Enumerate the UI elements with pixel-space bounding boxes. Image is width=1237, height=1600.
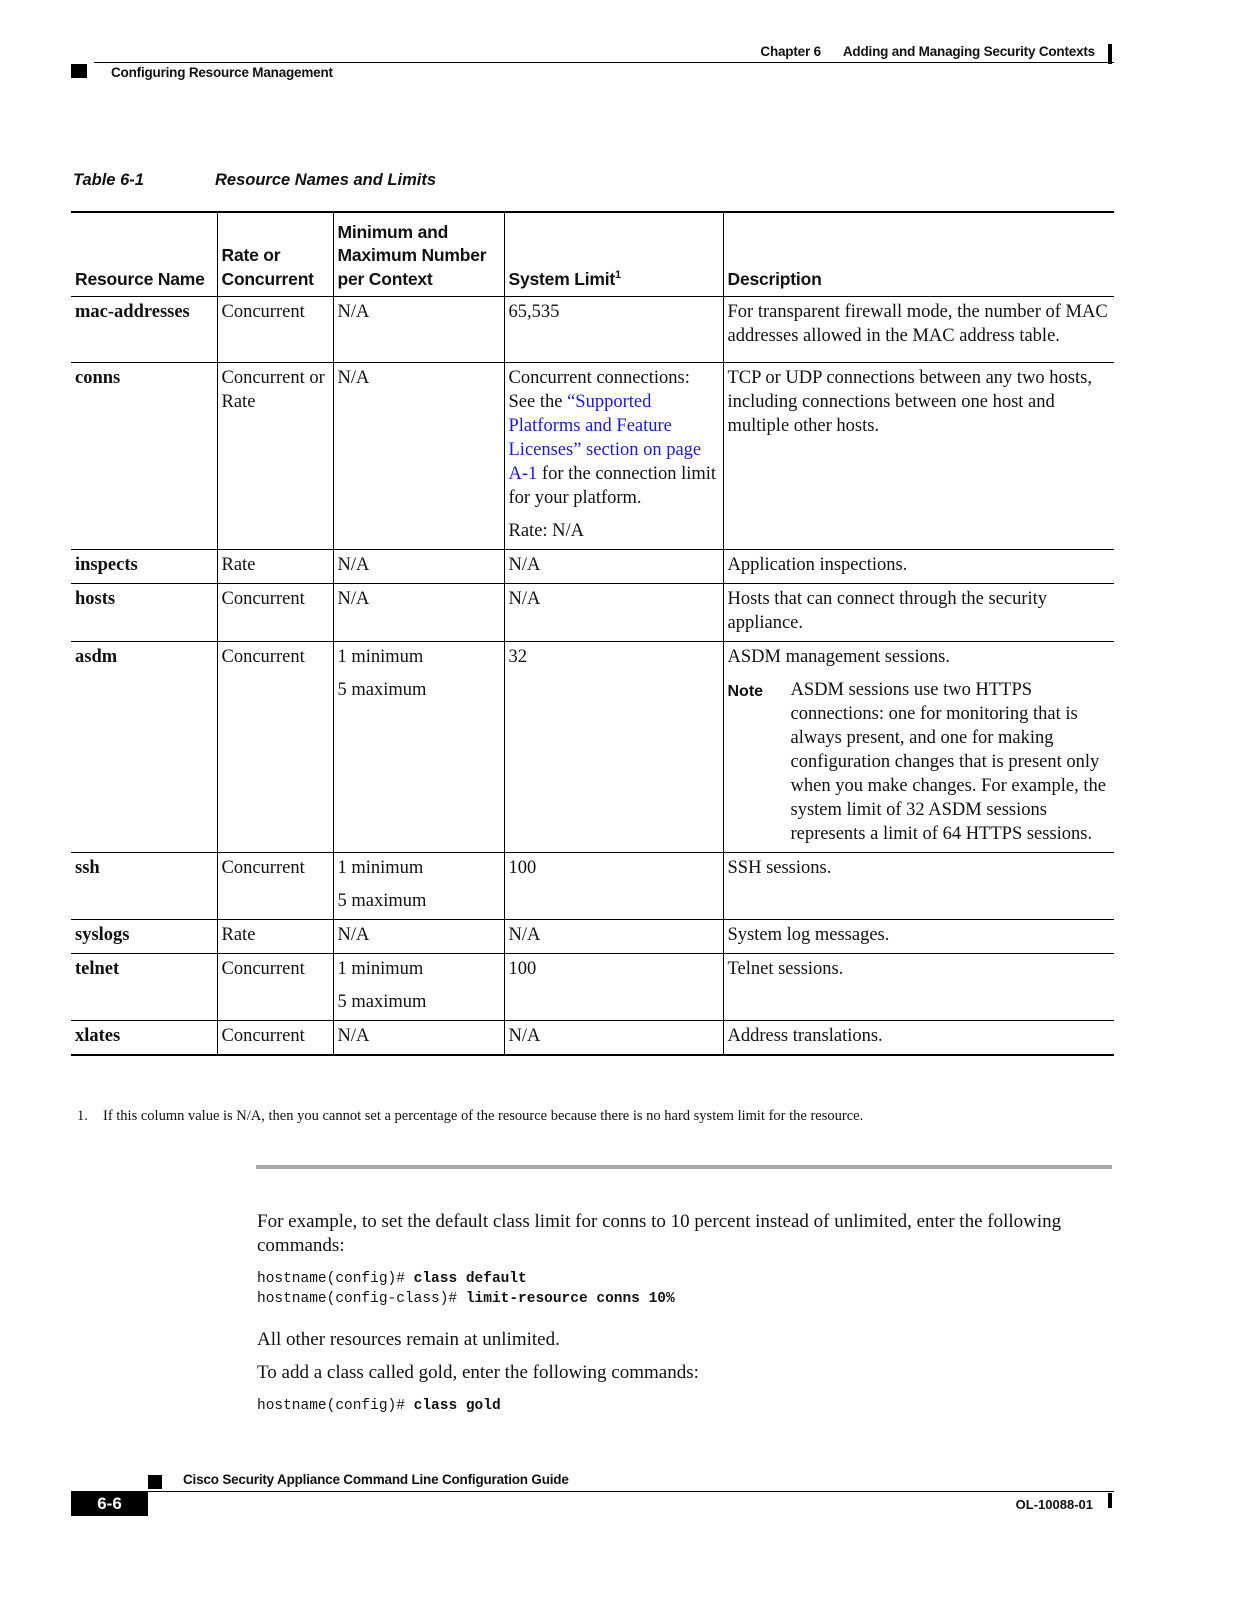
footnote-marker: 1 xyxy=(615,268,621,281)
running-header-section: Configuring Resource Management xyxy=(111,65,333,80)
column-header-min-max: Minimum and Maximum Number per Context xyxy=(333,212,504,297)
cell-resource-name: asdm xyxy=(71,642,217,853)
note-text: ASDM sessions use two HTTPS connections: one for monitoring that is always present, and one for making configuration changes that is present only when you make changes. For example, the system limit of 32 ASDM sessions represents a limit of 64 HTTPS sessions. xyxy=(790,680,1106,844)
cell-description: Address translations. xyxy=(723,1021,1114,1056)
cell-min-max: N/A xyxy=(333,550,504,584)
body-paragraph: All other resources remain at unlimited. xyxy=(257,1329,560,1350)
max-value: 5 maximum xyxy=(337,680,427,700)
table-title: Resource Names and Limits xyxy=(215,171,436,189)
note-label: Note xyxy=(727,683,764,700)
min-value: 1 minimum xyxy=(337,858,424,878)
cell-rate: Concurrent or Rate xyxy=(217,363,333,550)
cell-min-max xyxy=(333,642,504,853)
cell-system-limit: N/A xyxy=(504,584,723,642)
cell-rate: Rate xyxy=(217,550,333,584)
cell-resource-name: conns xyxy=(71,363,217,550)
table-caption xyxy=(73,171,436,190)
cell-rate: Rate xyxy=(217,920,333,954)
cli-command: class gold xyxy=(413,1398,501,1414)
cell-resource-name: syslogs xyxy=(71,920,217,954)
footnote-number: 1. xyxy=(77,1108,88,1124)
min-value: 1 minimum xyxy=(337,959,424,979)
cell-min-max xyxy=(333,853,504,920)
chapter-number: Chapter 6 xyxy=(760,44,821,59)
cli-prompt: hostname(config)# xyxy=(257,1398,414,1414)
cell-description: Telnet sessions. xyxy=(723,954,1114,1021)
table-row xyxy=(71,853,1114,920)
page-number: 6-6 xyxy=(71,1491,148,1516)
table-row xyxy=(71,363,1114,550)
footer-rule xyxy=(148,1491,1114,1492)
column-header-system-limit: System Limit$^1$ xyxy=(504,212,723,297)
cell-system-limit: N/A xyxy=(504,550,723,584)
body-paragraph: To add a class called gold, enter the following commands: xyxy=(257,1362,699,1383)
max-value: 5 maximum xyxy=(337,891,427,911)
cell-resource-name: hosts xyxy=(71,584,217,642)
cell-resource-name: inspects xyxy=(71,550,217,584)
cell-description: For transparent firewall mode, the number of MAC addresses allowed in the MAC address table. xyxy=(723,297,1114,363)
cell-description: System log messages. xyxy=(723,920,1114,954)
footer-guide-title: Cisco Security Appliance Command Line Configuration Guide xyxy=(183,1472,569,1487)
table-row xyxy=(71,954,1114,1021)
chapter-title: Adding and Managing Security Contexts xyxy=(842,44,1095,59)
cell-description: SSH sessions. xyxy=(723,853,1114,920)
cell-system-limit: N/A xyxy=(504,1021,723,1056)
cell-system-limit: N/A xyxy=(504,920,723,954)
cli-command: class default xyxy=(413,1271,527,1287)
cell-description: Application inspections. xyxy=(723,550,1114,584)
table-row xyxy=(71,1021,1114,1056)
table-row xyxy=(71,642,1114,853)
table-row xyxy=(71,920,1114,954)
cell-system-limit: Concurrent connections: See the “Supported Platforms and Feature Licenses” section on page A-1 for the connection limit for your platform. Rate: N/A xyxy=(504,363,723,550)
cell-min-max: N/A xyxy=(333,584,504,642)
running-header-chapter xyxy=(760,44,1095,59)
cell-rate: Concurrent xyxy=(217,584,333,642)
cell-system-limit: 100 xyxy=(504,853,723,920)
footer-marker-square xyxy=(148,1475,162,1489)
cell-resource-name: telnet xyxy=(71,954,217,1021)
cell-description: Hosts that can connect through the security appliance. xyxy=(723,584,1114,642)
min-value: 1 minimum xyxy=(337,647,424,667)
column-header-resource-name: Resource Name xyxy=(71,212,217,297)
footer-edge-bar xyxy=(1108,1493,1112,1508)
note-block xyxy=(728,678,1111,846)
cell-system-limit: 65,535 xyxy=(504,297,723,363)
cli-prompt: hostname(config-class)# xyxy=(257,1291,466,1307)
table-row xyxy=(71,297,1114,363)
cell-rate: Concurrent xyxy=(217,642,333,853)
cell-resource-name: ssh xyxy=(71,853,217,920)
header-edge-bar xyxy=(1108,44,1112,64)
cross-reference-link[interactable]: “Supported Platforms and Feature Licenses” section on page A-1 xyxy=(508,392,702,484)
cell-rate: Concurrent xyxy=(217,297,333,363)
footnote-text: If this column value is N/A, then you cannot set a percentage of the resource because there is no hard system limit for the resource. xyxy=(103,1108,864,1124)
rate-limit-value: Rate: N/A xyxy=(508,521,585,541)
body-paragraph: For example, to set the default class limit for conns to 10 percent instead of unlimited, enter the following commands: xyxy=(257,1211,1062,1256)
cell-min-max: N/A xyxy=(333,920,504,954)
cell-resource-name: xlates xyxy=(71,1021,217,1056)
resource-limits-table xyxy=(71,211,1114,1056)
cell-min-max: N/A xyxy=(333,363,504,550)
cell-rate: Concurrent xyxy=(217,1021,333,1056)
table-header-row xyxy=(71,212,1114,297)
cell-min-max: N/A xyxy=(333,1021,504,1056)
cell-resource-name: mac-addresses xyxy=(71,297,217,363)
cell-rate: Concurrent xyxy=(217,853,333,920)
cell-rate: Concurrent xyxy=(217,954,333,1021)
cli-command: limit-resource conns 10% xyxy=(465,1291,675,1307)
document-number: OL-10088-01 xyxy=(1015,1497,1093,1512)
cell-min-max: N/A xyxy=(333,297,504,363)
column-header-description: Description xyxy=(723,212,1114,297)
section-divider xyxy=(256,1165,1112,1169)
column-header-rate: Rate or Concurrent xyxy=(217,212,333,297)
cell-description: ASDM management sessions. Note ASDM sessions use two HTTPS connections: one for monitoring that is always present, and one for making configuration changes that is present only when you make changes. For example, the system limit of 32 ASDM sessions represents a limit of 64 HTTPS sessions. xyxy=(723,642,1114,853)
header-marker-square xyxy=(71,64,87,78)
cell-system-limit: 100 xyxy=(504,954,723,1021)
max-value: 5 maximum xyxy=(337,992,427,1012)
cell-min-max xyxy=(333,954,504,1021)
table-row xyxy=(71,584,1114,642)
table-row xyxy=(71,550,1114,584)
header-rule xyxy=(94,62,1114,63)
cell-system-limit: 32 xyxy=(504,642,723,853)
cli-prompt: hostname(config)# xyxy=(257,1271,414,1287)
code-block xyxy=(257,1269,675,1309)
code-block xyxy=(257,1396,501,1416)
table-footnote xyxy=(77,1108,864,1125)
table-label: Table 6-1 xyxy=(73,171,144,189)
cell-description: TCP or UDP connections between any two hosts, including connections between one host and multiple other hosts. xyxy=(723,363,1114,550)
